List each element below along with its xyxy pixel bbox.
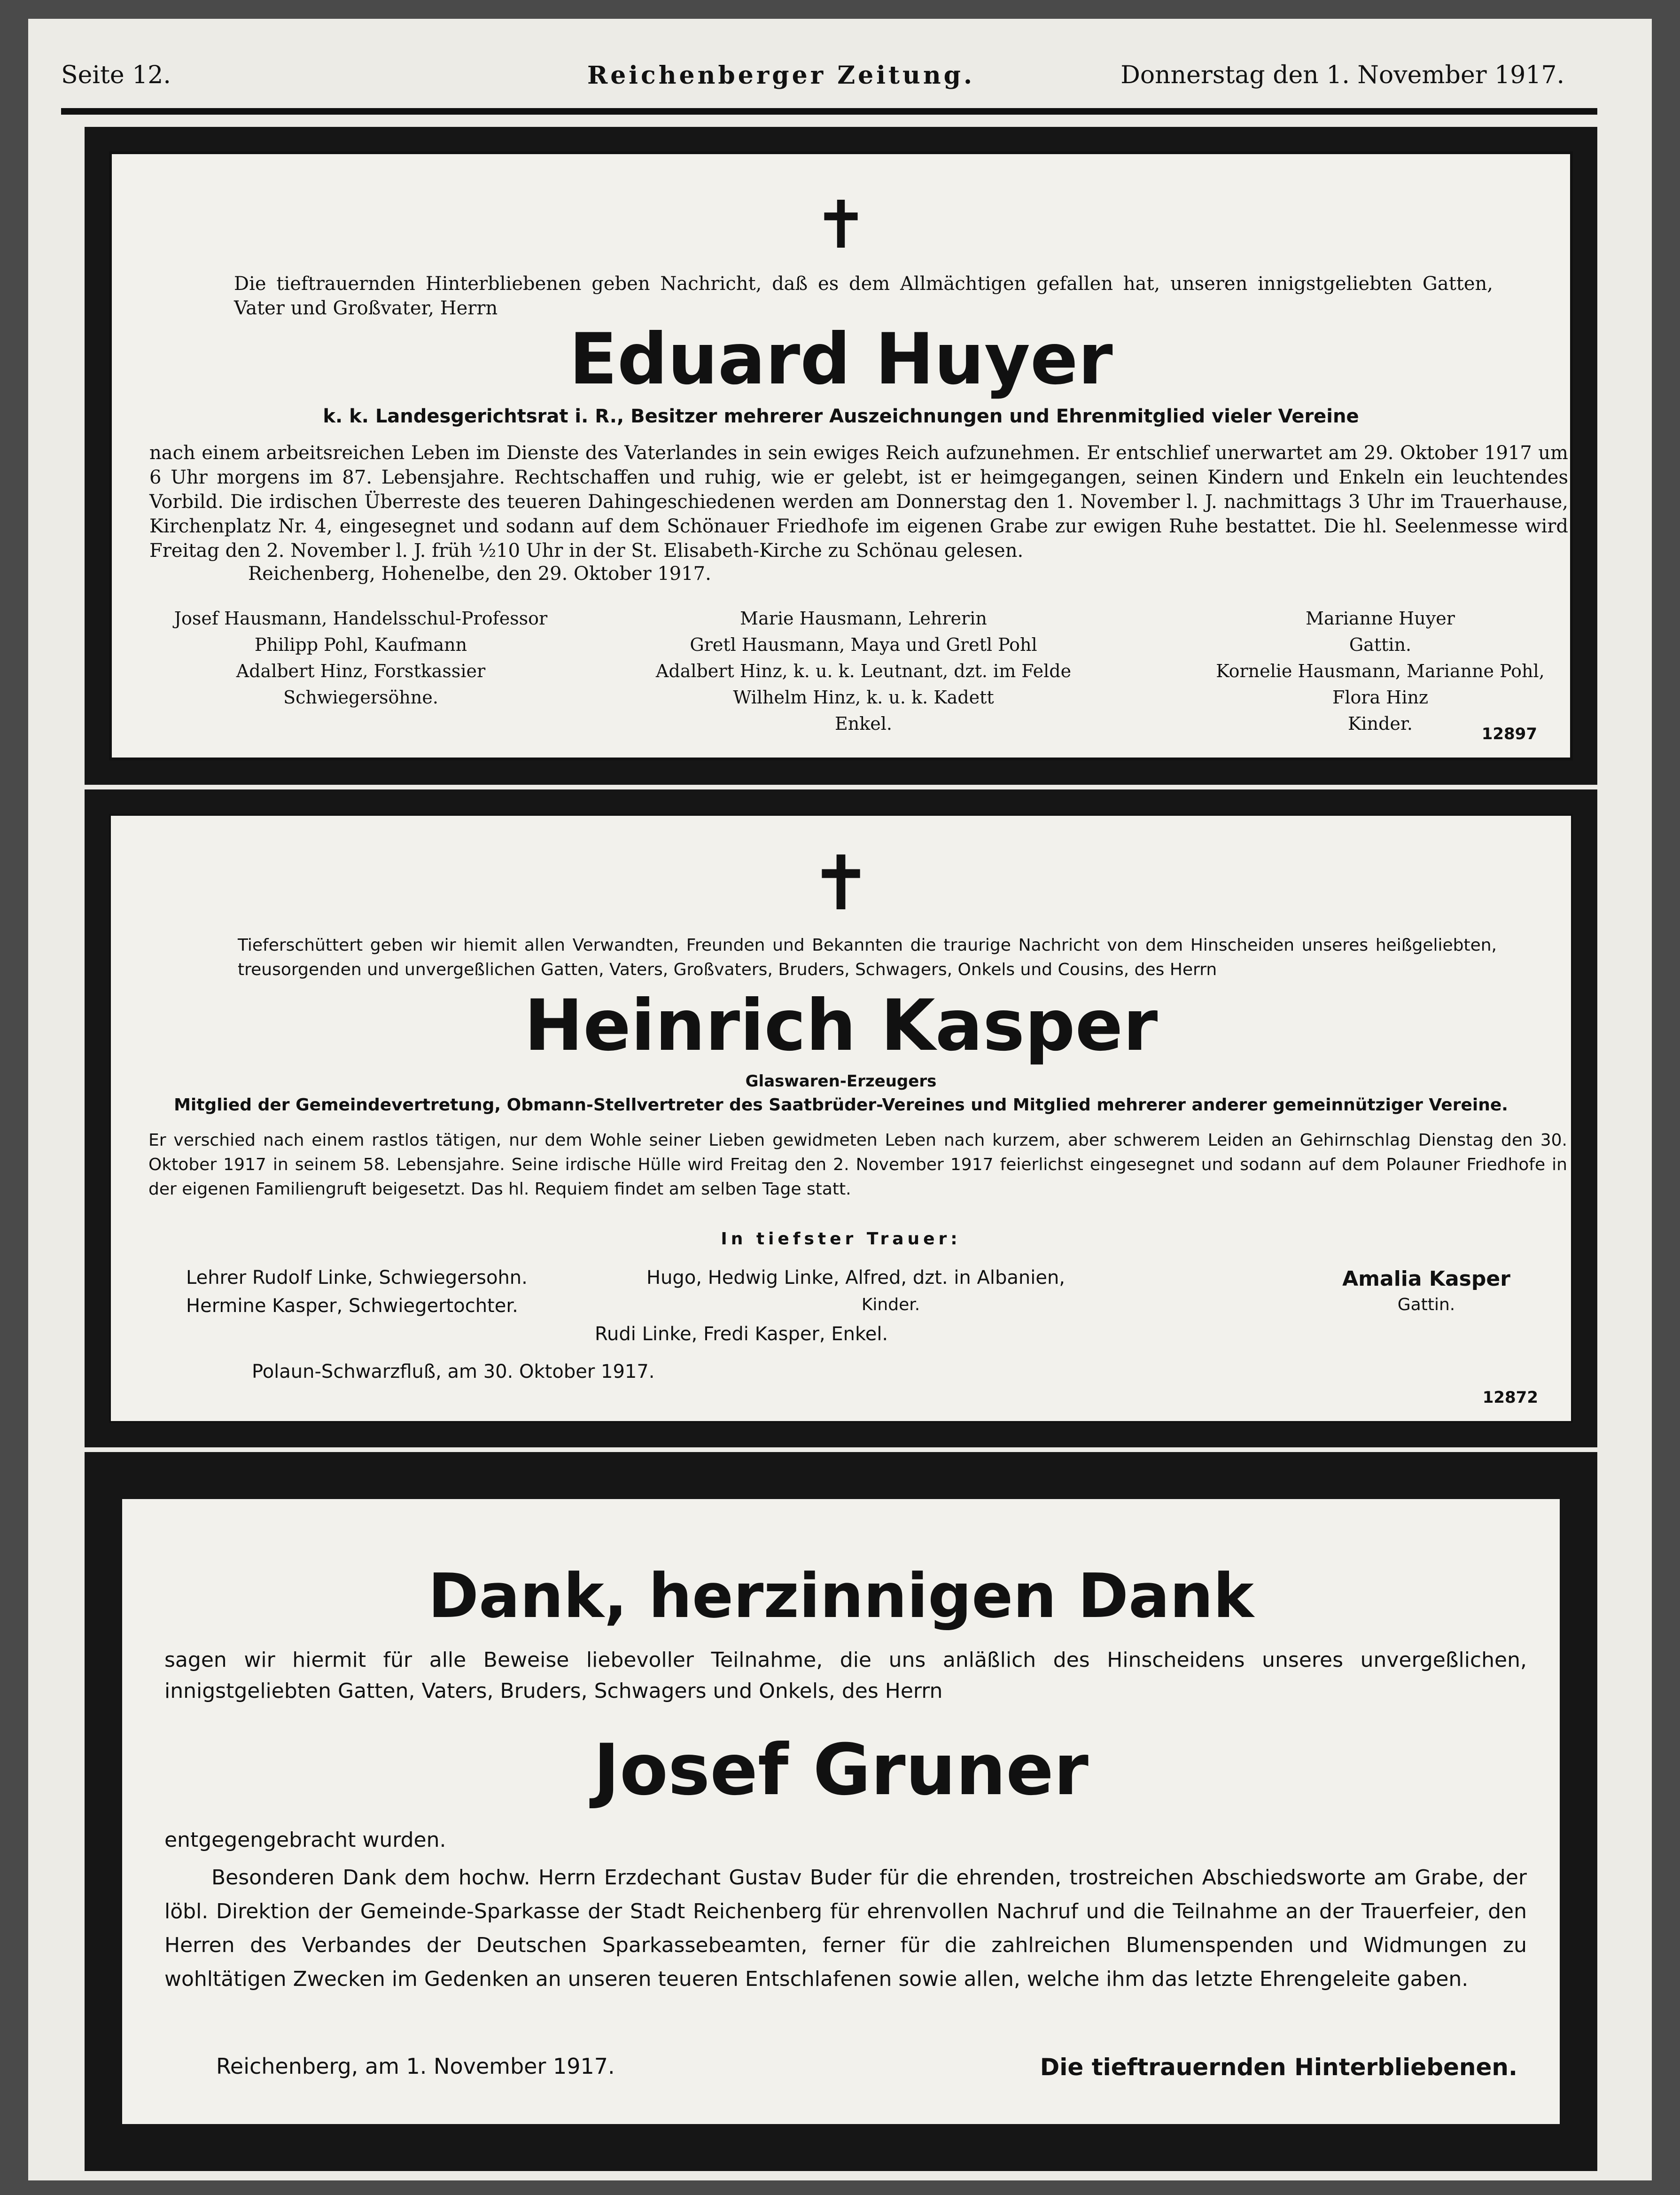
mourner-line: Adalbert Hinz, Forstkassier [236, 661, 486, 681]
deceased-occupation: Glaswaren-Erzeugers [745, 1072, 937, 1091]
mourner-line: Kornelie Hausmann, Marianne Pohl, [1216, 661, 1545, 681]
notice-intro: Die tieftrauernden Hinterbliebenen geben Nachricht, daß es dem Allmächtigen gefallen hat, unseren innigstgeliebten Gatten, Vater und Großvater, Herrn [234, 273, 1493, 319]
ad-number: 12872 [1482, 1388, 1538, 1407]
mourner-line: Hermine Kasper, Schwiegertochter. [186, 1295, 518, 1317]
signature: Die tieftrauernden Hinterbliebenen. [1040, 2054, 1517, 2081]
notice-body: nach einem arbeitsreichen Leben im Dienste des Vaterlandes in sein ewiges Reich aufzunehmen. Er entschlief unerwartet am 29. Oktober 1917 um 6 Uhr morgens im 87. Lebensjahre. Rechtschaffen und ruhig, wie er gelebt, ist er heimgegangen, seinen Kindern und Enkeln ein leuchtendes Vorbild. Die irdischen Überreste des teueren Dahingeschiedenen werden am Donnerstag den 1. November l. J. nachmittags 3 Uhr im Trauerhause, Kirchenplatz Nr. 4, eingesegnet und sodann auf dem Schönauer Friedhofe im eigenen Grabe zur ewigen Ruhe bestattet. Die hl. Seelenmesse wird Freitag den 2. November l. J. früh ½10 Uhr in der St. Elisabeth-Kirche zu Schönau gelesen. [149, 442, 1568, 562]
death-notice-huyer [85, 127, 1597, 785]
thank-you-notice-gruner [85, 1452, 1597, 2171]
cross-icon: ✝ [809, 839, 873, 927]
mourner-line: Gattin. [1349, 634, 1412, 655]
mourner-line: Enkel. [835, 713, 892, 734]
deceased-name: Josef Gruner [593, 1729, 1089, 1811]
deceased-name: Eduard Huyer [569, 319, 1113, 400]
mourner-line: Kinder. [861, 1295, 920, 1314]
mourner-line: Josef Hausmann, Handelsschul-Professor [174, 608, 548, 629]
notice-body: Besonderen Dank dem hochw. Herrn Erzdechant Gustav Buder für die ehrenden, trostreichen Abschiedsworte am Grabe, der löbl. Direktion der Gemeinde-Sparkasse der Stadt Reichenberg für ehrenvollen Nachruf und die Teilnahme an der Trauerfeier, den Herren des Verbandes der Deutschen Sparkassebeamten, ferner für die zahlreichen Blumenspenden und Widmungen zu wohltätigen Zwecken im Gedenken an unseren teueren Entschlafenen sowie allen, welche ihm das letzte Ehrengeleite gaben. [164, 1866, 1527, 1991]
notice-intro: Tieferschüttert geben wir hiemit allen Verwandten, Freunden und Bekannten die traurige Nachricht von dem Hinscheiden unseres heißgeliebten, treusorgenden und unvergeßlichen Gatten, Vaters, Großvaters, Bruders, Schwagers, Onkels und Cousins, des Herrn [238, 936, 1497, 979]
death-notice-kasper [85, 789, 1597, 1447]
ad-number: 12897 [1481, 725, 1537, 743]
cross-icon: ✝ [813, 187, 869, 264]
place-date: Polaun-Schwarzfluß, am 30. Oktober 1917. [252, 1361, 655, 1383]
place-date: Reichenberg, am 1. November 1917. [216, 2054, 615, 2079]
issue-date: Donnerstag den 1. November 1917. [1120, 61, 1564, 89]
mourner-line: Marie Hausmann, Lehrerin [740, 608, 987, 629]
notice-frame [109, 814, 1573, 1423]
deceased-memberships: Mitglied der Gemeindevertretung, Obmann-Stellvertreter des Saatbrüder-Vereines und Mitglied mehrerer anderer gemeinnütziger Vereine. [174, 1095, 1508, 1115]
wife-and-children [1169, 605, 1592, 737]
mourner-line: Marianne Huyer [1306, 608, 1455, 629]
deceased-name: Heinrich Kasper [524, 985, 1158, 1067]
mourner-line: Flora Hinz [1332, 687, 1429, 708]
page-header [61, 61, 1564, 99]
notice-frame [122, 1499, 1560, 2124]
sons-in-law [149, 605, 572, 711]
mourner-line: Adalbert Hinz, k. u. k. Leutnant, dzt. im Felde [655, 661, 1072, 681]
header-rule [61, 108, 1597, 115]
mourner-line: Rudi Linke, Fredi Kasper, Enkel. [595, 1323, 888, 1345]
mourning-heading: In tiefster Trauer: [721, 1229, 961, 1249]
mourner-line: Gattin. [1397, 1295, 1455, 1314]
notice-after: entgegengebracht wurden. [164, 1828, 446, 1852]
mourner-line: Hugo, Hedwig Linke, Alfred, dzt. in Albanien, [646, 1267, 1066, 1289]
notice-title: Dank, herzinnigen Dank [428, 1560, 1254, 1632]
grandchildren [629, 605, 1098, 737]
notice-frame [109, 151, 1573, 760]
mourner-line: Lehrer Rudolf Linke, Schwiegersohn. [186, 1267, 528, 1289]
mourner-line: Philipp Pohl, Kaufmann [254, 634, 467, 655]
mourner-line: Schwiegersöhne. [283, 687, 438, 708]
place-date: Reichenberg, Hohenelbe, den 29. Oktober 1917. [248, 563, 711, 585]
notice-body: Er verschied nach einem rastlos tätigen, nur dem Wohle seiner Lieben gewidmeten Leben nach kurzem, aber schwerem Leiden an Gehirnschlag Dienstag den 30. Oktober 1917 in seinem 58. Lebensjahre. Seine irdische Hülle wird Freitag den 2. November 1917 feierlichst eingesegnet und sodann auf dem Polauner Friedhofe in der eigenen Familiengruft beigesetzt. Das hl. Requiem findet am selben Tage statt. [148, 1131, 1567, 1199]
notice-intro: sagen wir hiermit für alle Beweise liebevoller Teilnahme, die uns anläßlich des Hinscheidens unseres unvergeßlichen, innigstgeliebten Gatten, Vaters, Bruders, Schwagers und Onkels, des Herrn [164, 1648, 1527, 1703]
deceased-title: k. k. Landesgerichtsrat i. R., Besitzer mehrerer Auszeichnungen und Ehrenmitglied vieler Vereine [323, 406, 1359, 427]
mourner-line: Gretl Hausmann, Maya und Gretl Pohl [690, 634, 1037, 655]
mourner-line: Kinder. [1348, 713, 1413, 734]
page-number: Seite 12. [61, 61, 171, 89]
mourner-line: Amalia Kasper [1342, 1267, 1510, 1291]
mourner-line: Wilhelm Hinz, k. u. k. Kadett [733, 687, 994, 708]
masthead: Reichenberger Zeitung. [587, 61, 975, 90]
